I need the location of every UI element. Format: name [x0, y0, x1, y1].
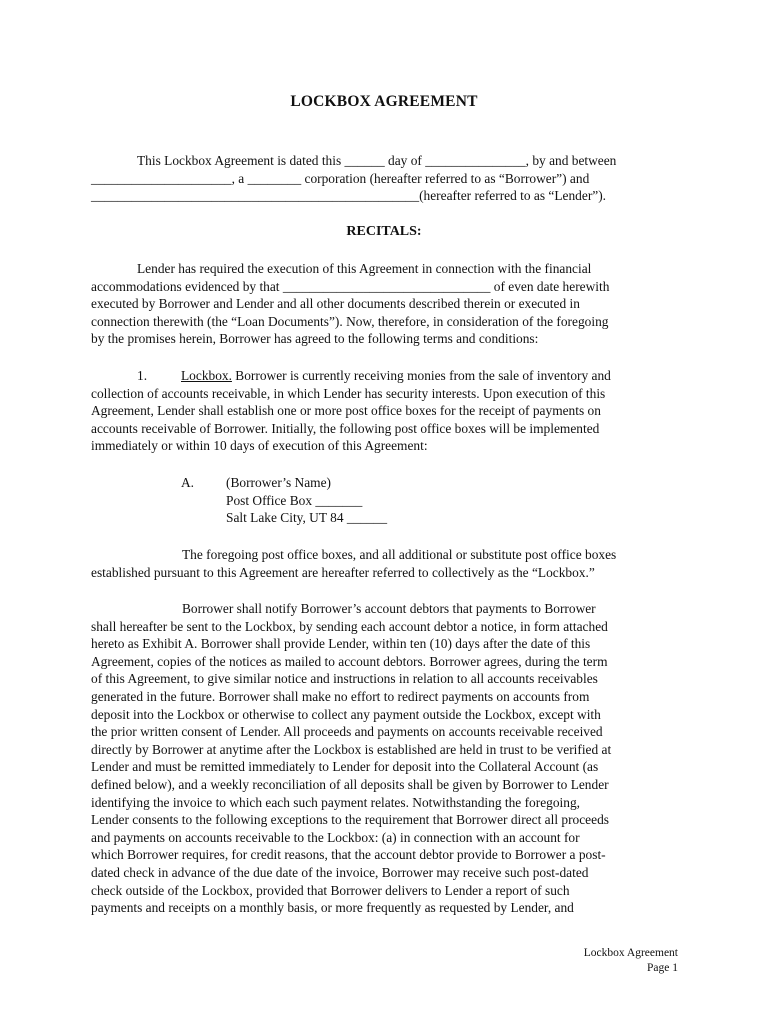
recitals-line: executed by Borrower and Lender and all other documents described therein or executed in: [91, 296, 580, 312]
section-1-line: immediately or within 10 days of execution of this Agreement:: [91, 438, 428, 454]
section-1-paragraph: [91, 367, 679, 455]
address-block: [181, 474, 441, 530]
address-line: Salt Lake City, UT 84 ______: [226, 510, 388, 526]
paragraph-3-line: Lender and must be remitted immediately to Lender for deposit into the Collateral Account (as: [91, 759, 599, 775]
paragraph-3-line: Agreement, copies of the notices as mailed to account debtors. Borrower agrees, during the term: [91, 653, 608, 669]
paragraph-3-line: check outside of the Lockbox, provided that Borrower delivers to Lender a report of such: [91, 882, 570, 898]
paragraph-2-line: established pursuant to this Agreement are hereafter referred to collectively as the “Lockbox.”: [91, 564, 595, 580]
address-line: Post Office Box _______: [226, 492, 363, 508]
paragraph-3-line: identifying the invoice to which each such payment relates. Notwithstanding the foregoing,: [91, 794, 581, 810]
recitals-line: by the promises herein, Borrower has agreed to the following terms and conditions:: [91, 331, 539, 347]
section-1-number: 1.: [137, 368, 148, 383]
address-lines: [226, 474, 387, 527]
address-line: (Borrower’s Name): [226, 475, 331, 490]
paragraph-3: [91, 600, 679, 917]
paragraph-3-line: hereto as Exhibit A. Borrower shall provide Lender, within ten (10) days after the date of this: [91, 636, 591, 652]
paragraph-3-line: payments and receipts on a monthly basis, or more frequently as requested by Lender, and: [91, 900, 574, 916]
paragraph-3-line: which Borrower requires, for credit reasons, that the account debtor provide to Borrower a post-: [91, 847, 606, 863]
paragraph-3-line: directly by Borrower at anytime after the Lockbox is established are held in trust to be verified at: [91, 741, 612, 757]
paragraph-2-line: The foregoing post office boxes, and all additional or substitute post office boxes: [182, 547, 617, 562]
recitals-paragraph: [91, 260, 679, 348]
document-title: LOCKBOX AGREEMENT: [290, 93, 478, 110]
address-letter: A.: [181, 475, 195, 490]
footer-page-number: Page 1: [647, 962, 678, 974]
paragraph-3-line: deposit into the Lockbox or otherwise to collect any payment outside the Lockbox, except with: [91, 706, 601, 722]
recitals-heading: RECITALS:: [346, 224, 422, 239]
paragraph-3-line: Lender consents to the following exceptions to the requirement that Borrower direct all proceeds: [91, 812, 609, 828]
paragraph-3-line: and payments on accounts receivable to the Lockbox: (a) in connection with an account for: [91, 829, 580, 845]
intro-line: This Lockbox Agreement is dated this ______ day of _______________, by and between: [137, 153, 617, 168]
paragraph-3-line: generated in the future. Borrower shall make no effort to redirect payments on accounts from: [91, 688, 590, 704]
recitals-line: accommodations evidenced by that _______________________________ of even date herewith: [91, 278, 610, 294]
paragraph-3-line: dated check in advance of the due date of the invoice, Borrower may receive such post-dated: [91, 864, 589, 880]
paragraph-3-line: defined below), and a weekly reconciliation of all deposits shall be given by Borrower to Lender: [91, 776, 609, 792]
paragraph-3-line: the prior written consent of Lender. All proceeds and payments on accounts receivable received: [91, 724, 603, 740]
section-1-first-text: Borrower is currently receiving monies from the sale of inventory and: [231, 368, 611, 383]
section-1-heading: Lockbox.: [181, 368, 232, 383]
footer-label: Lockbox Agreement: [583, 947, 678, 959]
paragraph-3-line: Borrower shall notify Borrower’s account debtors that payments to Borrower: [182, 601, 596, 616]
paragraph-2: [91, 546, 679, 581]
intro-line: _________________________________________________(hereafter referred to as “Lender”).: [91, 188, 607, 204]
recitals-line: connection therewith (the “Loan Documents”). Now, therefore, in consideration of the foregoing: [91, 313, 609, 329]
section-1-line: collection of accounts receivable, in which Lender has security interests. Upon execution of this: [91, 385, 606, 401]
intro-paragraph: [91, 152, 679, 205]
section-1-line: Agreement, Lender shall establish one or more post office boxes for the receipt of payments on: [91, 403, 601, 419]
paragraph-3-line: of this Agreement, to give similar notice and instructions in relation to all accounts receivables: [91, 671, 598, 687]
recitals-line: Lender has required the execution of this Agreement in connection with the financial: [137, 261, 592, 276]
section-1-first-line: [91, 367, 679, 385]
intro-line: _____________________, a ________ corporation (hereafter referred to as “Borrower”) and: [91, 170, 590, 186]
section-1-line: accounts receivable of Borrower. Initially, the following post office boxes will be implemented: [91, 420, 600, 436]
page-footer: [584, 946, 678, 976]
paragraph-3-line: shall hereafter be sent to the Lockbox, by sending each account debtor a notice, in form attached: [91, 618, 608, 634]
